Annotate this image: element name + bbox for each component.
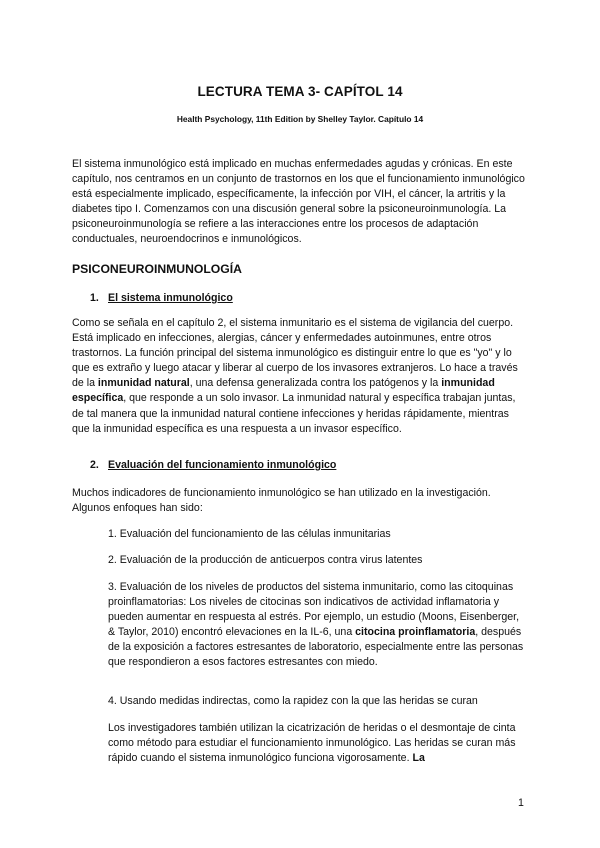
subsection-title: El sistema inmunológico bbox=[108, 292, 233, 304]
subsection-heading-2 bbox=[90, 459, 336, 471]
text-run: 3. Evaluación de los niveles de productos del sistema inmunitario, como las citoquinas proinflamatorias: Los niveles de citocinas son indicativos de actividad inflamatoria y pueden aumentar en respuesta al estrés. Por ejemplo, un estudio (Moons, Eisenberger, & Taylor, 2010) encontró elevaciones en la IL-6, una bbox=[108, 581, 520, 639]
subsection-number: 2. bbox=[90, 459, 99, 471]
subsection-title: Evaluación del funcionamiento inmunológico bbox=[108, 459, 337, 471]
text-run: Como se señala en el capítulo 2, el sistema inmunitario es el sistema de vigilancia del cuerpo. Está implicado en infecciones, alergias, cáncer y enfermedades autoinmunes, entre otros trastornos. La función principal del sistema inmunológico es distinguir entre lo que es "yo" y lo que es extraño y luego atacar y liberar al cuerpo de los invasores extranjeros. Lo hace a través de la bbox=[72, 317, 518, 390]
bold-term: inmunidad específica bbox=[72, 377, 495, 405]
text-run: , una defensa generalizada contra los patógenos y la bbox=[189, 377, 442, 390]
list-item: 2. Evaluación de la producción de anticuerpos contra virus latentes bbox=[108, 554, 423, 566]
intro-paragraph: El sistema inmunológico está implicado en muchas enfermedades agudas y crónicas. En este capítulo, nos centramos en un conjunto de trastornos en los que el funcionamiento inmunológico está especialmente implicado, específicamente, la infección por VIH, el cáncer, la artritis y la diabetes tipo I. Comenzamos con una discusión general sobre la psiconeuroinmunología. La psiconeuroinmunología se refiere a las interacciones entre los procesos de adaptación conductuales, neuroendocrinos e inmunológicos. bbox=[72, 158, 525, 246]
list-item: 1. Evaluación del funcionamiento de las células inmunitarias bbox=[108, 528, 391, 540]
bold-term: La bbox=[412, 752, 425, 765]
list-item: 4. Usando medidas indirectas, como la rapidez con la que las heridas se curan bbox=[108, 695, 478, 707]
subsection-number: 1. bbox=[90, 292, 99, 304]
indicators-paragraph: Muchos indicadores de funcionamiento inmunológico se han utilizado en la investigación. Algunos enfoques han sido: bbox=[72, 487, 491, 515]
subsection-heading-1 bbox=[90, 292, 233, 304]
immune-system-paragraph bbox=[72, 316, 528, 437]
list-item bbox=[108, 580, 528, 671]
wound-healing-paragraph bbox=[108, 721, 528, 766]
document-subtitle: Health Psychology, 11th Edition by Shelley Taylor. Capítulo 14 bbox=[176, 114, 424, 124]
text-run: , después de la exposición a factores estresantes de laboratorio, especialmente entre las personas que respondieron a esos factores estresantes con miedo. bbox=[108, 626, 524, 669]
section-heading: PSICONEUROINMUNOLOGÍA bbox=[72, 262, 242, 276]
bold-term: inmunidad natural bbox=[97, 377, 190, 390]
bold-term: citocina proinflamatoria bbox=[355, 626, 476, 639]
page-number: 1 bbox=[518, 797, 524, 809]
document-title: LECTURA TEMA 3- CAPÍTOL 14 bbox=[197, 84, 403, 99]
text-run: , que responde a un solo invasor. La inmunidad natural y específica trabajan juntas, de tal manera que la inmunidad natural contiene infecciones y heridas rápidamente, mientras que la inmunidad específica es una respuesta a un invasor específico. bbox=[72, 392, 516, 435]
text-run: Los investigadores también utilizan la cicatrización de heridas o el desmontaje de cinta como método para estudiar el funcionamiento inmunológico. Las heridas se curan más rápido cuando el sistema inmunológico funciona vigorosamente. bbox=[108, 722, 516, 765]
